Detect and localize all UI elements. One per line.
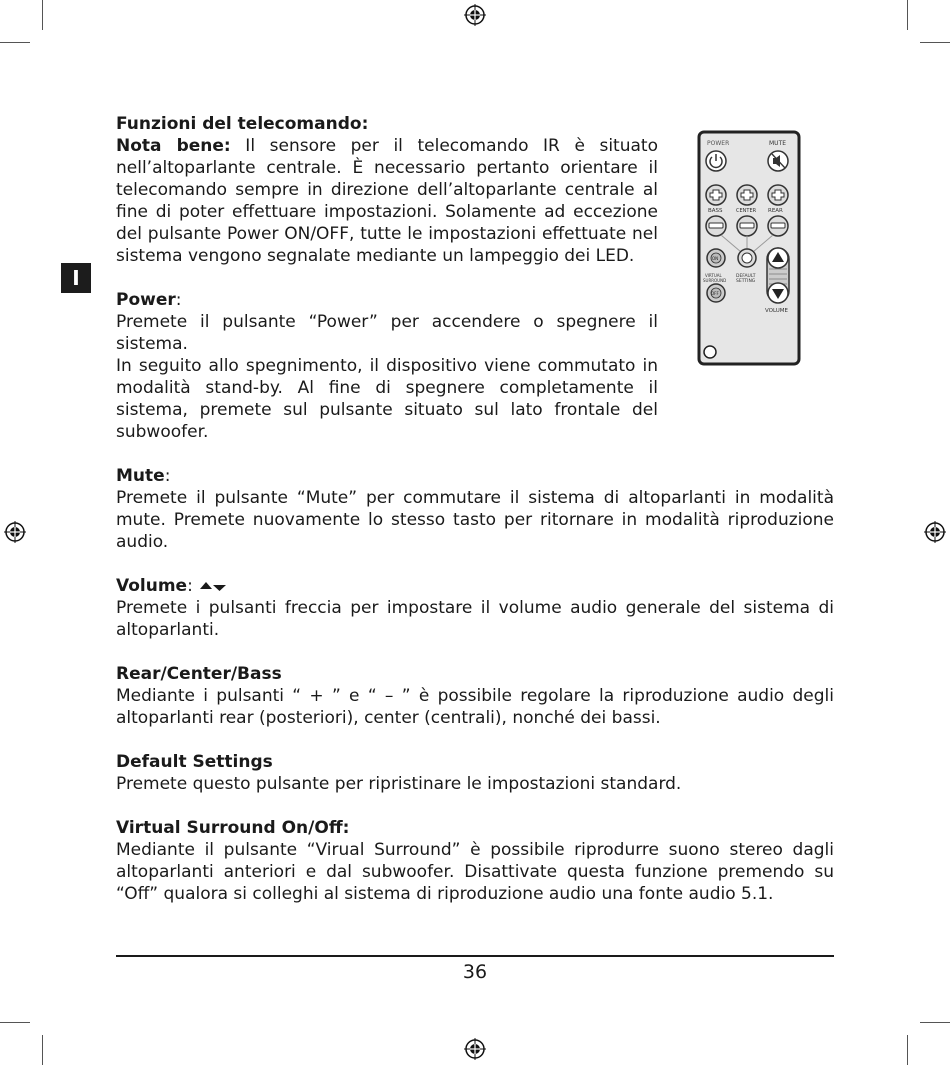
crop-mark [907, 0, 908, 30]
section-mute [116, 465, 834, 553]
remote-label-virtual: VIRTUAL [705, 273, 722, 278]
section-rear-center-bass [116, 663, 834, 729]
registration-mark-icon [464, 1038, 486, 1060]
power-paragraph-2: In seguito allo spegnimento, il dispositivo viene commutato in modalità stand-by. Al fine di spegnere completamente il sistema, premete sul pulsante situato sul lato frontale del subwoofer. [116, 356, 658, 442]
section-title-remote-functions: Funzioni del telecomando: [116, 114, 369, 134]
default-settings-title: Default Settings [116, 752, 273, 772]
crop-mark [0, 42, 30, 43]
crop-mark [907, 1035, 908, 1065]
note-label: Nota bene: [116, 136, 231, 156]
remote-label-mute: MUTE [769, 140, 787, 147]
section-volume [116, 575, 834, 641]
note-text: Il sensore per il telecomando IR è situato nell’altoparlante centrale. È necessario pertanto orientare il telecomando sempre in direzione dell’altoparlante centrale al fine di poter effettuare impostazioni. Solamente ad eccezione del pulsante Power ON/OFF, tutte le impostazioni effettuate nel sistema vengono segnalate mediante un lampeggio dei LED. [116, 136, 658, 266]
power-title: Power [116, 290, 176, 310]
section-virtual-surround [116, 817, 834, 905]
remote-label-bass: BASS [708, 208, 723, 214]
page-content [116, 113, 834, 905]
section-power [116, 289, 834, 443]
remote-label-rear: REAR [768, 208, 783, 214]
remote-label-on: ON [712, 256, 719, 261]
volume-title: Volume [116, 576, 188, 596]
remote-label-power: POWER [707, 140, 730, 147]
registration-mark-icon [4, 521, 26, 543]
mute-paragraph: Premete il pulsante “Mute” per commutare il sistema di altoparlanti in modalità mute. Premete nuovamente lo stesso tasto per ritornare in modalità riproduzione audio. [116, 488, 834, 552]
mute-colon: : [164, 466, 171, 486]
crop-mark [920, 1022, 950, 1023]
power-paragraph-1: Premete il pulsante “Power” per accendere o spegnere il sistema. [116, 312, 658, 354]
volume-arrows-icon [198, 580, 228, 592]
crop-mark [42, 1035, 43, 1065]
power-heading [116, 289, 658, 311]
default-settings-paragraph: Premete questo pulsante per ripristinare le impostazioni standard. [116, 774, 682, 794]
remote-label-surround: SURROUND [703, 278, 727, 283]
crop-mark [920, 42, 950, 43]
power-colon: : [175, 290, 182, 310]
language-tab: I [61, 263, 91, 293]
remote-label-center: CENTER [736, 208, 757, 214]
virtual-surround-title: Virtual Surround On/Off: [116, 818, 350, 838]
virtual-surround-paragraph: Mediante il pulsante “Virual Surround” è possibile riprodurre suono stereo dagli altoparlanti anteriori e dal subwoofer. Disattivate questa funzione premendo su “Off” qualora si colleghi al sistema di riproduzione audio una fonte audio 5.1. [116, 840, 834, 904]
registration-mark-icon [464, 4, 486, 26]
volume-heading [116, 575, 834, 597]
rear-center-bass-paragraph: Mediante i pulsanti “ + ” e “ – ” è possibile regolare la riproduzione audio degli altoparlanti rear (posteriori), center (centrali), nonché dei bassi. [116, 686, 834, 728]
remote-label-off: OFF [711, 291, 719, 296]
volume-paragraph: Premete i pulsanti freccia per impostare il volume audio generale del sistema di altoparlanti. [116, 598, 834, 640]
volume-colon: : [187, 576, 199, 596]
remote-label-volume: VOLUME [765, 308, 789, 314]
remote-label-default: DEFAULT [736, 274, 756, 279]
section-default-settings [116, 751, 834, 795]
footer-divider [116, 955, 834, 957]
remote-label-setting: SETTING [736, 279, 756, 284]
registration-mark-icon [924, 521, 946, 543]
note-paragraph [116, 135, 658, 267]
page-number: 36 [462, 961, 488, 983]
crop-mark [0, 1022, 30, 1023]
crop-mark [42, 0, 43, 30]
mute-title: Mute [116, 466, 165, 486]
rear-center-bass-title: Rear/Center/Bass [116, 664, 282, 684]
mute-heading [116, 465, 834, 487]
